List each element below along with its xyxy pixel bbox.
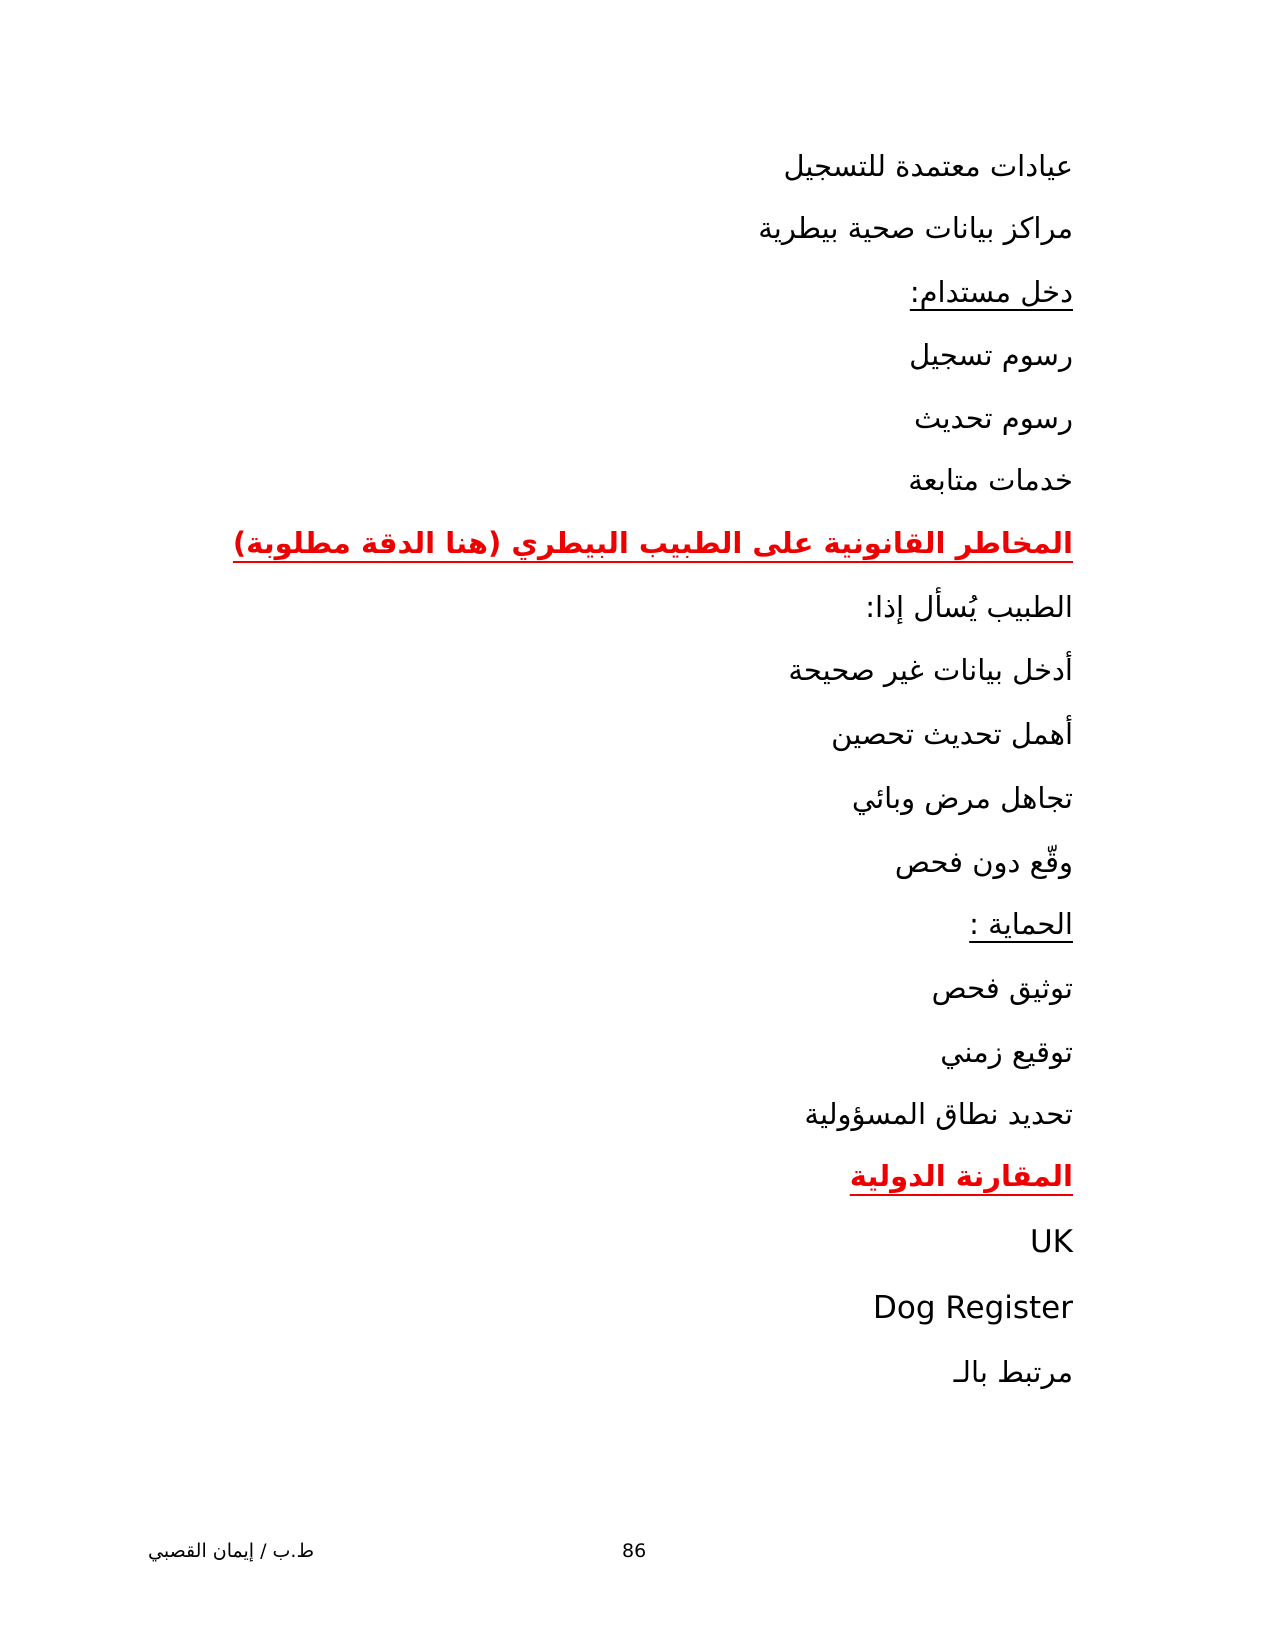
text-line-follow-up-services: خدمات متابعة xyxy=(908,463,1073,497)
text-line-vet-liable-if: الطبيب يُسأل إذا: xyxy=(865,590,1073,624)
text-line-ignored-epidemic: تجاهل مرض وبائي xyxy=(851,781,1073,815)
section-heading-protection: الحماية : xyxy=(969,907,1073,941)
text-line-responsibility-scope: تحديد نطاق المسؤولية xyxy=(804,1097,1073,1131)
footer-author: ط.ب / إيمان القصبي xyxy=(148,1540,315,1562)
section-heading-international-comparison: المقارنة الدولية xyxy=(849,1159,1073,1193)
text-line-registration-fees: رسوم تسجيل xyxy=(909,338,1073,372)
text-line-dog-register: Dog Register xyxy=(872,1290,1073,1326)
text-line-timestamp: توقيع زمني xyxy=(940,1035,1073,1069)
section-heading-sustainable-income: دخل مستدام: xyxy=(909,275,1073,309)
text-line-neglected-vaccination: أهمل تحديث تحصين xyxy=(831,717,1073,751)
text-line-linked-to: مرتبط بالـ xyxy=(953,1355,1073,1389)
text-line-clinics: عيادات معتمدة للتسجيل xyxy=(783,149,1073,183)
text-line-uk: UK xyxy=(1029,1224,1073,1260)
text-line-document-exam: توثيق فحص xyxy=(931,971,1073,1005)
text-line-signed-without-exam: وقّع دون فحص xyxy=(894,845,1073,879)
text-line-incorrect-data: أدخل بيانات غير صحيحة xyxy=(788,653,1073,687)
text-line-update-fees: رسوم تحديث xyxy=(913,401,1073,435)
text-line-data-centers: مراكز بيانات صحية بيطرية xyxy=(758,211,1073,245)
section-heading-legal-risks: المخاطر القانونية على الطبيب البيطري (هنا الدقة مطلوبة) xyxy=(232,526,1073,560)
footer-page-number: 86 xyxy=(622,1540,647,1562)
